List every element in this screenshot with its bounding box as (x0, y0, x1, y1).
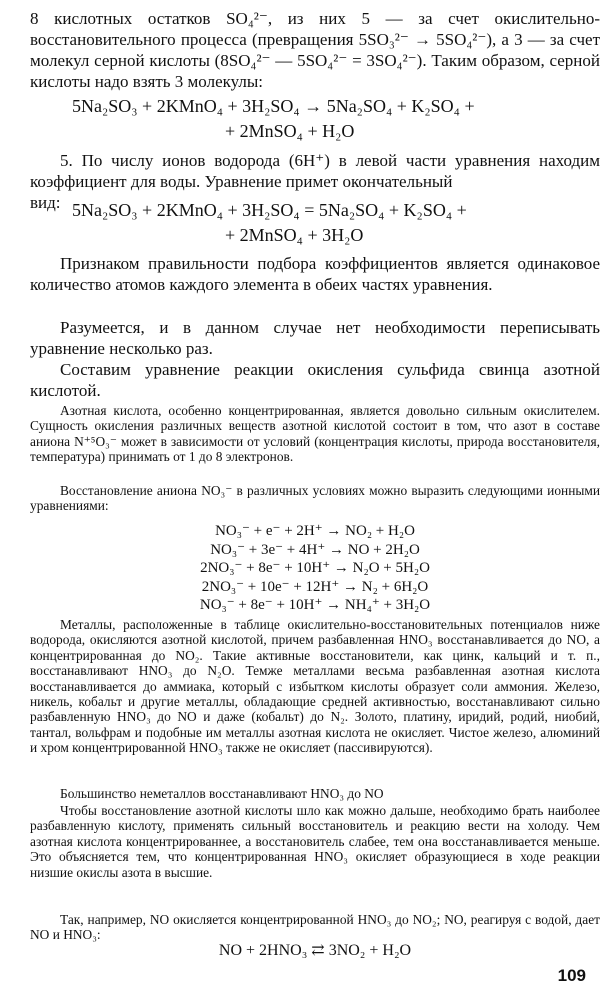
top-paragraph: 8 кислотных остатков SO₄²⁻, из них 5 — за счет окислительно-восстановительного процесса (превращения 5SO₃²⁻ → 5SO₄²⁻), а 3 — за счет молекул серной кислоты (8SO₄²⁻ — 5SO₄²⁻ = 3SO₄²⁻). Таким образом, серной кислоты надо взять 3 молекулы: (30, 9, 600, 91)
compose-paragraph: Составим уравнение реакции окисления сульфида свинца азотной кислотой. (30, 360, 600, 400)
nonmetals-paragraph: Большинство неметаллов восстанавливают HNO₃ до NO (60, 786, 384, 801)
step-5-label: вид: (30, 193, 61, 212)
ionic-equation: NO₃⁻ + e⁻ + 2H⁺ → NO₂ + H₂O (215, 523, 415, 539)
correctness-paragraph: Признаком правильности подбора коэффициентов является одинаковое количество атомов каждого элемента в обеих частях уравнения. (30, 254, 600, 294)
metals-paragraph: Металлы, расположенные в таблице окислительно-восстановительных потенциалов ниже водорода, окисляются азотной кислотой, причем разбавленная HNO₃ восстанавливается до NO, а концентрированная до NO₂. Такие активные восстановители, как цинк, кальций и т. п., восстанавливают HNO₃ до N₂O. Темже металлами весьма разбавленная азотная кислота восстанавливается до аммиака, который с избытком кислоты образует соли аммония. Железо, никель, кобальт и другие металлы, обладающие средней активностью, восстанавливают сильно разбавленную HNO₃ до NO и даже (кобальт) до N₂. Золото, платину, иридий, родий, ниобий, тантал, вольфрам и подобные им металлы азотная кислота не окисляет. Чистое железо, алюминий и хром концентрированной HNO₃ также не окисляет (пассивируются). (30, 617, 600, 756)
page-number: 109 (557, 966, 586, 985)
equation-2-line-1: 5Na₂SO₃ + 2KMnO₄ + 3H₂SO₄ = 5Na₂SO₄ + K₂SO₄ + (72, 200, 467, 220)
ionic-equations (30, 522, 600, 615)
nitric-acid-paragraph: Азотная кислота, особенно концентрированная, является довольно сильным окислителем. Сущность окисления различных веществ азотной кислотой состоит в том, что азот в составе аниона N⁺⁵O₃⁻ может в зависимости от условий (концентрация кислоты, природа восстановителя, температура) принимать от 1 до 8 электронов. (30, 403, 600, 465)
ionic-equation: 2NO₃⁻ + 10e⁻ + 12H⁺ → N₂ + 6H₂O (201, 578, 429, 595)
ionic-equation: NO₃⁻ + 8e⁻ + 10H⁺ → NH₄⁺ + 3H₂O (199, 597, 431, 614)
ionic-equation: 2NO₃⁻ + 8e⁻ + 10H⁺ → N₂O + 5H₂O (200, 560, 430, 577)
step-5-paragraph: 5. По числу ионов водорода (6H⁺) в левой части уравнения находим коэффициент для воды. Уравнение примет окончательный (30, 151, 600, 191)
equation-1-line-2: + 2MnSO₄ + H₂O (225, 121, 355, 141)
equation-2-line-2: + 2MnSO₄ + 3H₂O (225, 225, 364, 245)
nitrate-reduction-paragraph: Восстановление аниона NO₃⁻ в различных условиях можно выразить следующими ионными уравнениями: (30, 483, 600, 514)
final-equation: NO + 2HNO₃ ⇄ 3NO₂ + H₂O (218, 942, 412, 959)
rewrite-paragraph: Разумеется, и в данном случае нет необходимости переписывать уравнение несколько раз. (30, 318, 600, 358)
equation-1-line-1: 5Na₂SO₃ + 2KMnO₄ + 3H₂SO₄ → 5Na₂SO₄ + K₂SO₄ + (72, 96, 475, 116)
example-paragraph: Так, например, NO окисляется концентрированной HNO₃ до NO₂; NO, реагируя с водой, дает NO и HNO₃: (30, 912, 600, 943)
ionic-equation: NO₃⁻ + 3e⁻ + 4H⁺ → NO + 2H₂O (210, 541, 420, 558)
reduction-depth-paragraph: Чтобы восстановление азотной кислоты шло как можно дальше, необходимо брать наиболее разбавленную кислоту, применять сильный восстановитель и реакцию вести на холоду. Чем азотная кислота концентрированнее, а восстановитель слабее, тем она восстанавливается меньше. Это объясняется тем, что концентрированная HNO₃ окисляет образующиеся в ходе реакции низшие окислы азота в высшие. (30, 803, 600, 880)
